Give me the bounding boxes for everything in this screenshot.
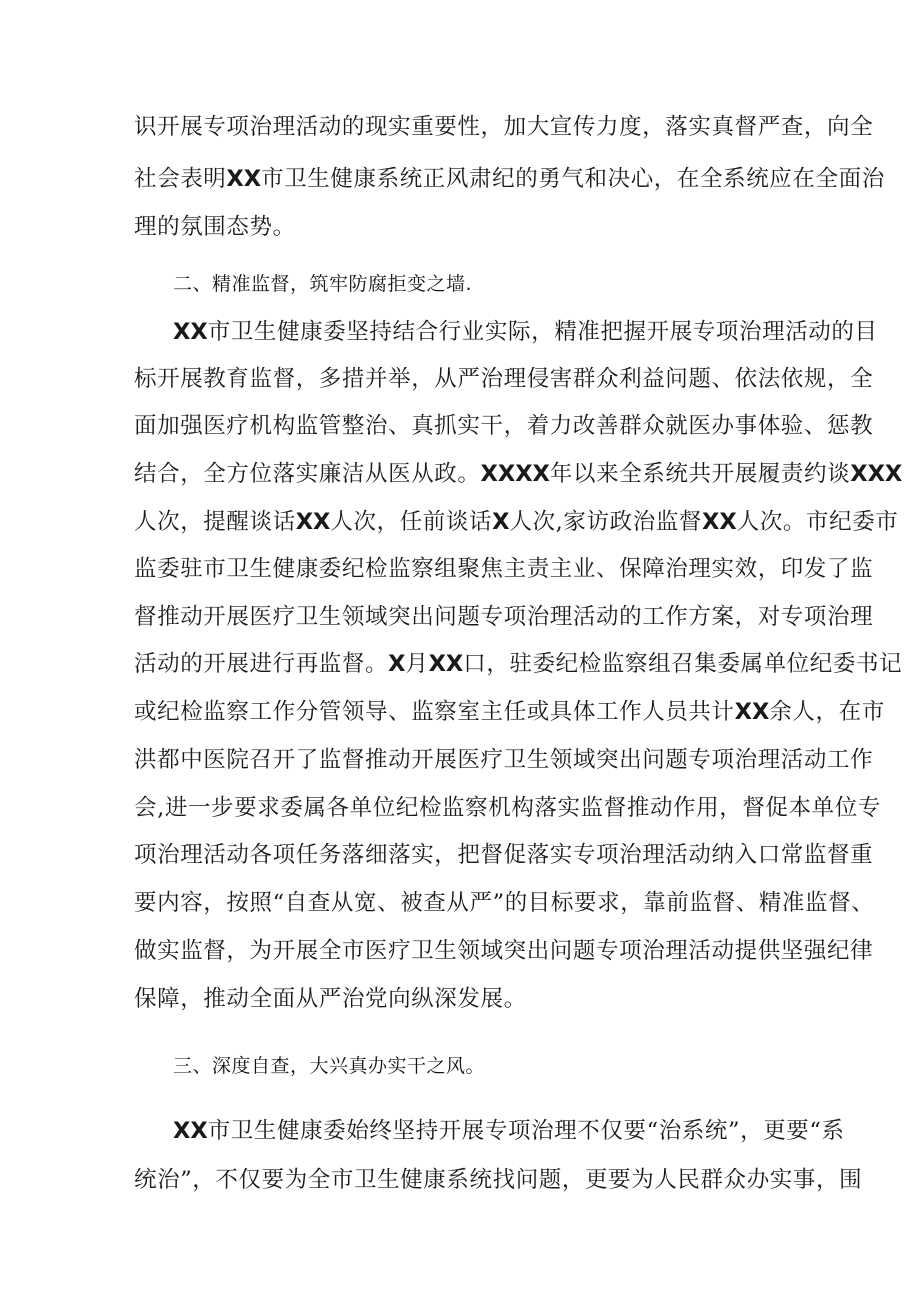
paragraph-line: 统治”，不仅要为全市卫生健康系统找问题，更要为人民群众办实事，围 <box>134 1167 863 1193</box>
placeholder-mark: XX <box>734 699 770 725</box>
placeholder-mark: XX <box>173 319 208 345</box>
paragraph-line: 活动的开展进行再监督。X月XX口，驻委纪检监察组召集委属单位纪委书记 <box>134 651 903 677</box>
placeholder-mark: XX <box>295 509 331 535</box>
paragraph-line: 项治理活动各项任务落细落实，把督促落实专项治理活动纳入口常监督重 <box>134 842 874 868</box>
section-heading-2: 二、精准监督，筑牢防腐拒变之墙. <box>173 273 473 295</box>
paragraph-line: 保障，推动全面从严治党向纵深发展。 <box>134 986 527 1012</box>
paragraph-line: 监委驻市卫生健康委纪检监察组聚焦主责主业、保障治理实效，印发了监 <box>134 556 874 582</box>
paragraph-line: 人次，提醒谈话XX人次，任前谈话X人次,家访政治监督XX人次。市纪委市 <box>134 509 899 535</box>
paragraph-line: 理的氛围态势。 <box>134 214 296 240</box>
paragraph-line: 标开展教育监督，多措并举，从严治理侵害群众利益问题、依法依规，全 <box>134 366 874 392</box>
placeholder-mark: XX <box>226 166 262 192</box>
paragraph-line: 面加强医疗机构监管整治、真抓实干，着力改善群众就医办事体验、惩教 <box>134 413 874 439</box>
paragraph-line: XX市卫生健康委始终坚持开展专项治理不仅要“治系统”，更要“系 <box>173 1118 845 1144</box>
paragraph-line: 会,进一步要求委属各单位纪检监察机构落实监督推动作用，督促本单位专 <box>134 795 881 821</box>
paragraph-line: XX市卫生健康委坚持结合行业实际，精准把握开展专项治理活动的目 <box>173 319 878 345</box>
section-heading-3: 三、深度自查，大兴真办实干之风。 <box>173 1055 486 1077</box>
paragraph-line: 结合，全方位落实廉洁从医从政。XXXX年以来全系统共开展履责约谈XXX <box>134 461 903 487</box>
paragraph-line: 识开展专项治理活动的现实重要性，加大宣传力度，落实真督严查，向全 <box>134 114 874 140</box>
paragraph-line: 做实监督，为开展全市医疗卫生领域突出问题专项治理活动提供坚强纪律 <box>134 938 874 964</box>
paragraph-line: 社会表明XX市卫生健康系统正风肃纪的勇气和决心，在全系统应在全面治 <box>134 166 885 192</box>
placeholder-mark: XXX <box>850 461 903 487</box>
placeholder-mark: XX <box>702 509 737 535</box>
paragraph-line: 洪都中医院召开了监督推动开展医疗卫生领域突出问题专项治理活动工作 <box>134 747 874 773</box>
placeholder-mark: XX <box>428 651 464 677</box>
placeholder-mark: X <box>388 651 406 677</box>
paragraph-line: 要内容，按照“自查从宽、被查从严”的目标要求，靠前监督、精准监督、 <box>134 890 875 916</box>
placeholder-mark: XXXX <box>480 461 550 487</box>
paragraph-line: 督推动开展医疗卫生领域突出问题专项治理活动的工作方案，对专项治理 <box>134 604 874 630</box>
placeholder-mark: XX <box>173 1118 208 1144</box>
paragraph-line: 或纪检监察工作分管领导、监察室主任或具体工作人员共计XX余人，在市 <box>134 699 885 725</box>
placeholder-mark: X <box>492 509 510 535</box>
